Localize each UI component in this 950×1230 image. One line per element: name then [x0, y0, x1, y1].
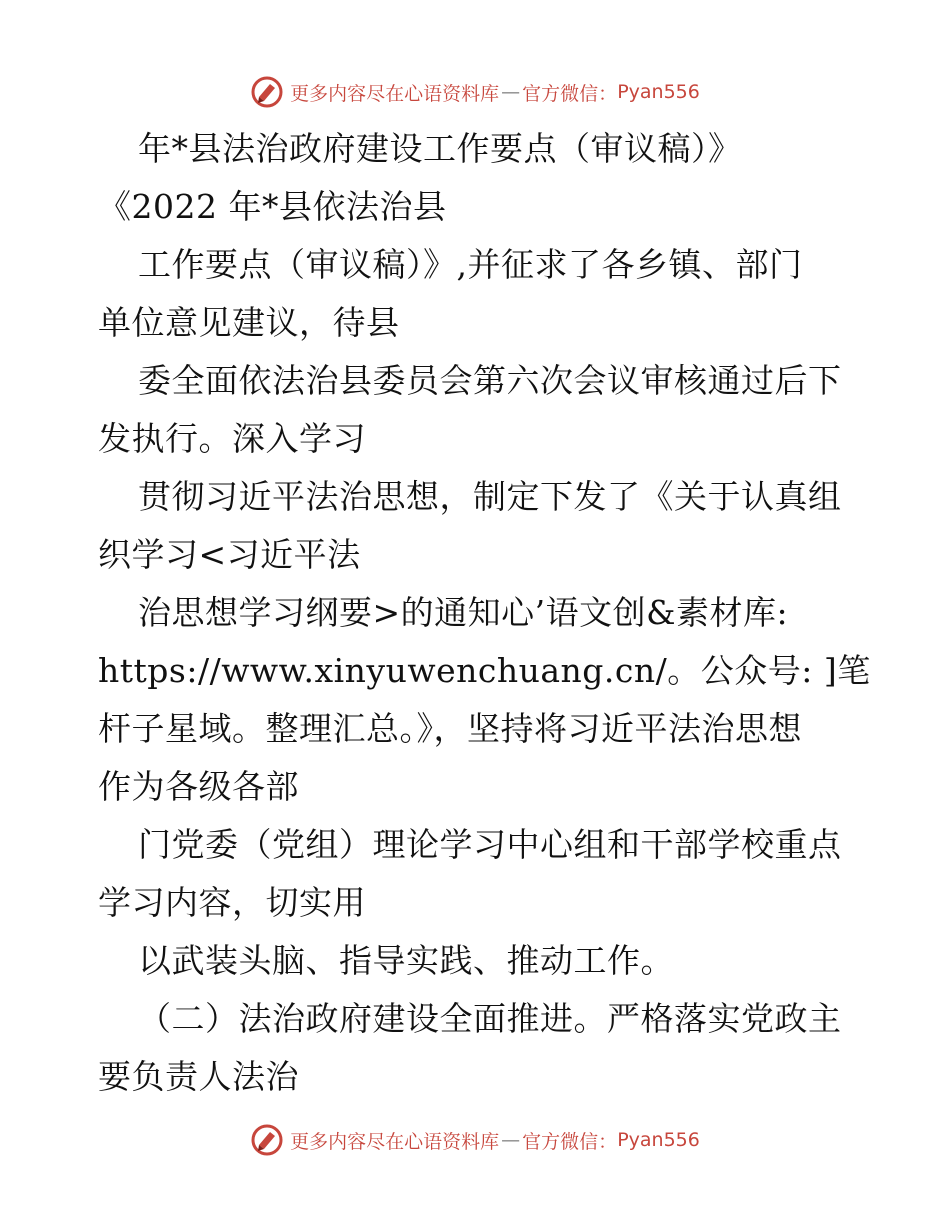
- watermark-contact-id: Pyan556: [617, 1129, 700, 1151]
- text-line: 作为各级各部: [98, 767, 299, 806]
- text-line: 委全面依法治县委员会第六次会议审核通过后下: [138, 361, 842, 400]
- text-line: （二）法治政府建设全面推进。严格落实党政主: [138, 999, 842, 1038]
- brand-logo-icon: [250, 1123, 284, 1157]
- watermark-site-name: 更多内容尽在心语资料库: [290, 82, 500, 105]
- text-line: 年*县法治政府建设工作要点（审议稿）》: [138, 129, 742, 168]
- text-line: 门党委（党组）理论学习中心组和干部学校重点: [138, 825, 842, 864]
- watermark-separator: —: [501, 81, 521, 103]
- watermark-contact-label: 官方微信：: [522, 82, 618, 105]
- watermark-contact-label: 官方微信：: [522, 1130, 618, 1153]
- text-line: 以武装头脑、指导实践、推动工作。: [138, 941, 674, 980]
- text-line: 治思想学习纲要>的通知心’语文创&素材库:: [138, 593, 789, 632]
- text-line: 杆子星域。整理汇总。》，坚持将习近平法治思想: [98, 709, 802, 748]
- footer-watermark: [0, 1120, 950, 1160]
- text-line: 工作要点（审议稿）》,并征求了各乡镇、部门: [138, 245, 803, 284]
- text-line: 《2022 年*县依法治县: [98, 187, 447, 226]
- header-watermark: [0, 72, 950, 112]
- watermark-site-name: 更多内容尽在心语资料库: [290, 1130, 500, 1153]
- text-line: 单位意见建议，待县: [98, 303, 400, 342]
- text-line: 要负责人法治: [98, 1057, 299, 1096]
- brand-logo-icon: [250, 75, 284, 109]
- text-line: 发执行。深入学习: [98, 419, 366, 458]
- text-line: 学习内容，切实用: [98, 883, 366, 922]
- watermark-separator: —: [501, 1129, 521, 1151]
- text-line: 织学习<习近平法: [98, 535, 361, 574]
- watermark-contact-id: Pyan556: [617, 81, 700, 103]
- text-line: https://www.xinyuwenchuang.cn/。公众号: ]笔: [98, 651, 871, 690]
- text-line: 贯彻习近平法治思想，制定下发了《关于认真组: [138, 477, 842, 516]
